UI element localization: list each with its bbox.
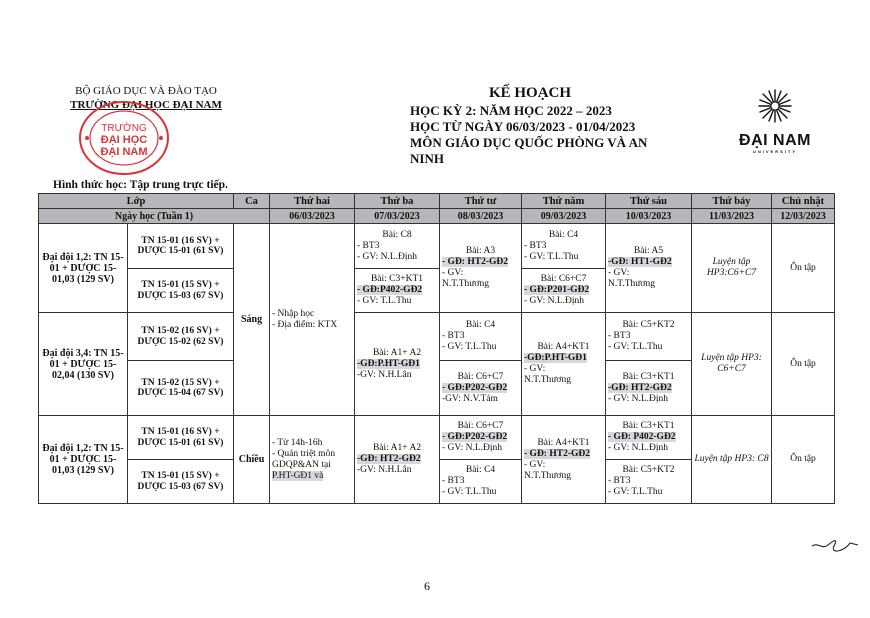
- cell-line: Bài: C3+KT1: [622, 421, 675, 431]
- date-wednesday: 08/03/2023: [440, 209, 522, 224]
- cell-line: - Nhập học: [272, 308, 315, 319]
- cell-line: Bài: A3: [465, 246, 496, 256]
- col-header-sunday: Chủ nhật: [772, 194, 835, 209]
- semester-line: HỌC KỲ 2: NĂM HỌC 2022 – 2023: [410, 103, 612, 118]
- cell-line: - BT3: [608, 476, 631, 486]
- room-highlight: - GĐ:P201-GĐ2: [524, 285, 590, 295]
- cell-line: Bài: C3+KT1: [370, 274, 424, 284]
- col-header-wednesday: Thứ tư: [440, 194, 522, 209]
- saturday-cell: Luyện tập HP3:C6+C7: [692, 224, 772, 313]
- cell-line: - BT3: [442, 331, 465, 341]
- cell-line: - BT3: [608, 331, 631, 341]
- friday-cell: [606, 416, 692, 460]
- sunday-cell: Ôn tập: [772, 313, 835, 416]
- monday-afternoon-cell: [270, 416, 355, 504]
- cell-line: - GV:: [524, 459, 546, 470]
- wednesday-cell: [440, 460, 522, 504]
- cell-line: - GV: T.L.Thu: [608, 487, 663, 497]
- group-cell: Đại đội 1,2: TN 15-01 + DƯỢC 15-01,03 (129 SV): [39, 224, 128, 313]
- sunday-cell: Ôn tập: [772, 416, 835, 504]
- cell-line: - GV: T.L.Thu: [442, 487, 497, 497]
- cell-line: - GV: N.L.Định: [608, 443, 668, 453]
- room-highlight: -GĐ:P.HT-GĐ1: [524, 353, 587, 363]
- subject-line: MÔN GIÁO DỤC QUỐC PHÒNG VÀ AN NINH: [410, 135, 648, 166]
- wednesday-cell: [440, 313, 522, 361]
- group-cell: Đại đội 3,4: TN 15-01 + DƯỢC 15-02,04 (130 SV): [39, 313, 128, 416]
- cell-line: Bài: A1+ A2: [372, 443, 422, 453]
- table-row: [39, 224, 835, 269]
- tuesday-cell: [355, 224, 440, 269]
- col-header-shift: Ca: [234, 194, 270, 209]
- cell-line: Bài: C5+KT2: [622, 465, 675, 475]
- cell-line: - BT3: [357, 240, 380, 251]
- cell-line: -GV: N.H.Lân: [357, 465, 412, 475]
- schedule-table: [38, 193, 835, 504]
- friday-cell: [606, 313, 692, 361]
- cell-line: - GV: T.L.Thu: [608, 342, 663, 352]
- cell-line: Bài: C6+C7: [457, 421, 504, 431]
- sunday-cell: Ôn tập: [772, 224, 835, 313]
- shift-morning: Sáng: [234, 224, 270, 416]
- date-range-line: HỌC TỪ NGÀY 06/03/2023 - 01/04/2023: [410, 119, 636, 134]
- cell-line: Bài: C4: [548, 229, 579, 240]
- table-row: [39, 313, 835, 361]
- subgroup-cell: TN 15-01 (15 SV) + DƯỢC 15-03 (67 SV): [128, 460, 234, 504]
- cell-line: - BT3: [442, 476, 465, 486]
- date-thursday: 09/03/2023: [522, 209, 606, 224]
- saturday-cell: Luyện tập HP3: C6+C7: [692, 313, 772, 416]
- cell-line: - GV:: [524, 364, 546, 374]
- cell-line: N.T.Thương: [442, 279, 489, 289]
- cell-line: Bài: C4: [465, 465, 496, 475]
- col-header-thursday: Thứ năm: [522, 194, 606, 209]
- date-monday: 06/03/2023: [270, 209, 355, 224]
- logo-name: ĐẠI NAM: [739, 132, 811, 149]
- thursday-cell: [522, 224, 606, 269]
- header-row: [39, 194, 835, 209]
- page-number: 6: [424, 579, 430, 593]
- svg-text:TRƯỜNG: TRƯỜNG: [101, 123, 147, 134]
- col-header-friday: Thứ sáu: [606, 194, 692, 209]
- svg-text:ĐẠI NAM: ĐẠI NAM: [100, 146, 148, 158]
- cell-line: Bài: A5: [633, 246, 664, 256]
- form-of-study: Hình thức học: Tập trung trực tiếp.: [53, 179, 228, 191]
- shift-afternoon: Chiều: [234, 416, 270, 504]
- thursday-cell: [522, 416, 606, 504]
- cell-line: - GV: N.L.Định: [608, 393, 668, 404]
- signature-icon: [810, 534, 860, 554]
- cell-line: - GV: T.L.Thu: [357, 296, 412, 306]
- thursday-cell: [522, 269, 606, 313]
- cell-line: Bài: A1+ A2: [372, 347, 422, 358]
- col-header-tuesday: Thứ ba: [355, 194, 440, 209]
- cell-line: Bài: A4+KT1: [537, 342, 590, 352]
- cell-line: - GV:: [608, 268, 630, 278]
- col-header-monday: Thứ hai: [270, 194, 355, 209]
- school-stamp-icon: [74, 98, 174, 178]
- cell-line: Bài: C8: [382, 229, 412, 240]
- school-name: TRƯỜNG ĐẠI HỌC ĐẠI NAM: [70, 99, 222, 111]
- cell-line: - Từ 14h-16h: [272, 437, 323, 448]
- svg-text:ĐẠI HỌC: ĐẠI HỌC: [100, 134, 148, 146]
- room-highlight: -GĐ: HT2-GĐ2: [357, 454, 421, 464]
- tuesday-cell: [355, 269, 440, 313]
- cell-line: N.T.Thương: [608, 279, 655, 289]
- cell-line: - GV: T.L.Thu: [524, 251, 579, 262]
- room-highlight: - GĐ: HT2-GĐ2: [524, 448, 590, 459]
- cell-line: -GV: N.V.Tám: [442, 393, 498, 404]
- university-logo: [730, 88, 820, 158]
- date-tuesday: 07/03/2023: [355, 209, 440, 224]
- cell-line: - Địa điểm: KTX: [272, 319, 338, 330]
- date-friday: 10/03/2023: [606, 209, 692, 224]
- thursday-cell: [522, 313, 606, 416]
- friday-cell: [606, 224, 692, 313]
- subgroup-cell: TN 15-02 (15 SV) + DƯỢC 15-04 (67 SV): [128, 361, 234, 416]
- cell-line: Bài: C3+KT1: [622, 371, 675, 382]
- room-highlight: -GĐ:P.HT-GĐ1: [357, 358, 420, 369]
- subgroup-cell: TN 15-01 (16 SV) + DƯỢC 15-01 (61 SV): [128, 416, 234, 460]
- friday-cell: [606, 460, 692, 504]
- room-highlight: -GĐ: HT2-GĐ2: [608, 382, 672, 393]
- subgroup-cell: TN 15-01 (15 SV) + DƯỢC 15-03 (67 SV): [128, 269, 234, 313]
- friday-cell: [606, 361, 692, 416]
- sunburst-icon: [755, 88, 795, 124]
- room-highlight: - GĐ: HT2-GĐ2: [442, 257, 508, 267]
- date-row: [39, 209, 835, 224]
- tuesday-cell: [355, 313, 440, 416]
- col-header-class: Lớp: [39, 194, 234, 209]
- wednesday-cell: [440, 361, 522, 416]
- plan-title: KẾ HOẠCH: [488, 85, 572, 101]
- wednesday-cell: [440, 224, 522, 313]
- subgroup-cell: TN 15-01 (16 SV) + DƯỢC 15-01 (61 SV): [128, 224, 234, 269]
- cell-line: Bài: C6+C7: [457, 371, 504, 382]
- room-highlight: - GĐ:P202-GĐ2: [442, 432, 508, 442]
- date-row-label: Ngày học (Tuần 1): [39, 209, 270, 224]
- cell-line: Bài: C5+KT2: [622, 320, 675, 330]
- cell-line: - GV:: [442, 268, 464, 278]
- subgroup-cell: TN 15-02 (16 SV) + DƯỢC 15-02 (62 SV): [128, 313, 234, 361]
- cell-line: -GV: N.H.Lân: [357, 369, 412, 380]
- room-highlight: - GĐ:P402-GĐ2: [357, 285, 423, 295]
- col-header-saturday: Thứ bảy: [692, 194, 772, 209]
- ministry-name: BỘ GIÁO DỤC VÀ ĐÀO TẠO: [75, 85, 217, 97]
- cell-line: - Quán triệt môn GDQP&AN tại: [272, 448, 336, 470]
- cell-line: Bài: C6+C7: [540, 274, 587, 284]
- cell-line: - GV: N.L.Định: [442, 443, 502, 453]
- plan-title-block: [380, 84, 680, 167]
- cell-line: - GV: N.L.Định: [357, 251, 417, 262]
- saturday-cell: Luyện tập HP3: C8: [692, 416, 772, 504]
- date-saturday: 11/03/2023: [692, 209, 772, 224]
- cell-line: Bài: A4+KT1: [537, 437, 590, 448]
- date-sunday: 12/03/2023: [772, 209, 835, 224]
- cell-line: N.T.Thương: [524, 375, 571, 385]
- monday-morning-cell: [270, 224, 355, 416]
- room-highlight: - GĐ:P202-GĐ2: [442, 382, 508, 393]
- table-row: [39, 416, 835, 460]
- room-highlight: P.HT-GĐ1 và: [272, 470, 324, 481]
- cell-line: - BT3: [524, 240, 547, 251]
- cell-line: - GV: N.L.Định: [524, 296, 584, 306]
- wednesday-cell: [440, 416, 522, 460]
- cell-line: Bài: C4: [465, 320, 496, 330]
- tuesday-cell: [355, 416, 440, 504]
- group-cell: Đại đội 1,2: TN 15-01 + DƯỢC 15-01,03 (129 SV): [39, 416, 128, 504]
- logo-subtitle: UNIVERSITY: [752, 149, 797, 154]
- room-highlight: -GĐ: HT1-GĐ2: [608, 257, 672, 267]
- room-highlight: - GĐ: P402-GĐ2: [608, 432, 676, 442]
- cell-line: N.T.Thương: [524, 470, 571, 481]
- cell-line: - GV: T.L.Thu: [442, 342, 497, 352]
